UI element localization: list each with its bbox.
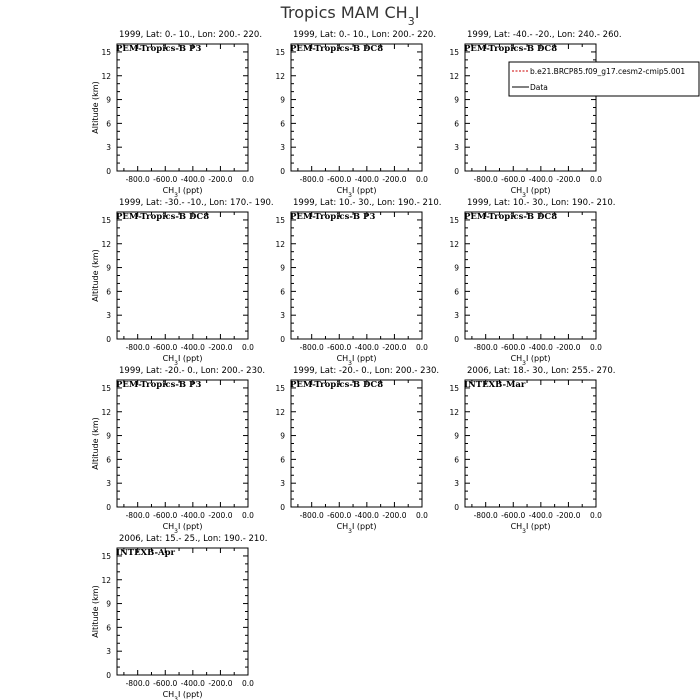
y-tick-label: 15	[101, 551, 111, 561]
y-tick-label: 6	[106, 455, 111, 465]
y-tick-label: 6	[454, 119, 459, 129]
panel-5	[275, 198, 441, 367]
y-tick-label: 12	[101, 575, 111, 585]
plot-frame	[117, 212, 248, 339]
y-tick-label: 15	[101, 383, 111, 393]
campaign-label: PEM-Tropics-B DC8	[464, 212, 558, 222]
x-tick-label: -800.0	[299, 175, 324, 184]
x-tick-label: -800.0	[125, 679, 150, 688]
y-tick-label: 6	[454, 455, 459, 465]
y-tick-label: 3	[454, 143, 459, 153]
panel-3	[449, 30, 699, 199]
legend-label: Data	[530, 83, 548, 92]
y-axis-label: Altitude (km)	[91, 417, 100, 470]
y-tick-label: 6	[106, 119, 111, 129]
panel-title: 1999, Lat: -20.- 0., Lon: 200.- 230.	[293, 366, 440, 376]
x-axis-label: $CH_3I$ (ppt)	[510, 354, 551, 367]
y-tick-label: 0	[454, 335, 459, 344]
x-tick-label: -800.0	[473, 511, 498, 520]
panel-6	[449, 198, 615, 367]
x-tick-label: 0.0	[242, 175, 254, 184]
x-tick-label: -400.0	[180, 679, 205, 688]
panel-1	[91, 30, 262, 199]
x-tick-label: -200.0	[382, 511, 407, 520]
x-axis-label: $CH_3I$ (ppt)	[336, 354, 377, 367]
x-axis-label: $CH_3I$ (ppt)	[162, 522, 203, 535]
campaign-label: PEM-Tropics-B DC8	[116, 212, 210, 222]
y-tick-label: 9	[454, 95, 459, 105]
panel-9	[449, 366, 615, 535]
y-tick-label: 12	[101, 71, 111, 81]
plot-frame	[117, 44, 248, 171]
x-tick-label: -200.0	[208, 343, 233, 352]
legend-label: b.e21.BRCP85.f09_g17.cesm2-cmip5.001	[530, 67, 686, 76]
x-tick-label: -600.0	[327, 175, 352, 184]
panel-title: 1999, Lat: -30.- -10., Lon: 170.- 190.	[119, 198, 274, 208]
y-tick-label: 15	[449, 383, 459, 393]
x-tick-label: -600.0	[153, 679, 178, 688]
y-tick-label: 6	[280, 119, 285, 129]
plot-frame	[291, 44, 422, 171]
campaign-label: PEM-Tropics-B DC8	[290, 44, 384, 54]
x-tick-label: -200.0	[382, 175, 407, 184]
y-tick-label: 12	[275, 239, 285, 249]
y-tick-label: 3	[454, 479, 459, 489]
x-tick-label: 0.0	[416, 511, 428, 520]
y-tick-label: 0	[106, 167, 111, 176]
panel-4	[91, 198, 274, 367]
y-tick-label: 9	[280, 431, 285, 441]
y-tick-label: 6	[454, 287, 459, 297]
x-tick-label: -400.0	[528, 511, 553, 520]
panel-8	[275, 366, 439, 535]
plot-frame	[465, 380, 596, 507]
x-tick-label: 0.0	[590, 175, 602, 184]
y-tick-label: 12	[449, 239, 459, 249]
plot-frame	[291, 212, 422, 339]
x-tick-label: -200.0	[556, 343, 581, 352]
x-tick-label: -600.0	[501, 511, 526, 520]
y-tick-label: 12	[101, 239, 111, 249]
campaign-label: PEM-Tropics-B P3	[290, 212, 376, 222]
y-tick-label: 9	[106, 263, 111, 273]
y-tick-label: 6	[106, 287, 111, 297]
x-tick-label: -200.0	[382, 343, 407, 352]
y-tick-label: 3	[106, 647, 111, 657]
x-tick-label: -600.0	[153, 343, 178, 352]
legend	[509, 62, 699, 96]
x-tick-label: -400.0	[528, 343, 553, 352]
panel-10	[91, 534, 267, 700]
panel-title: 2006, Lat: 15.- 25., Lon: 190.- 210.	[119, 534, 268, 544]
x-tick-label: -400.0	[528, 175, 553, 184]
x-tick-label: -800.0	[125, 175, 150, 184]
x-tick-label: 0.0	[416, 343, 428, 352]
y-tick-label: 12	[449, 71, 459, 81]
y-tick-label: 15	[275, 47, 285, 57]
y-tick-label: 0	[280, 335, 285, 344]
x-tick-label: 0.0	[242, 679, 254, 688]
y-tick-label: 3	[106, 479, 111, 489]
y-tick-label: 15	[275, 383, 285, 393]
x-tick-label: -600.0	[327, 511, 352, 520]
panel-title: 1999, Lat: 0.- 10., Lon: 200.- 220.	[293, 30, 437, 40]
x-tick-label: -600.0	[153, 511, 178, 520]
x-tick-label: -400.0	[180, 175, 205, 184]
y-tick-label: 6	[280, 287, 285, 297]
y-axis-label: Altitude (km)	[91, 81, 100, 134]
y-tick-label: 12	[275, 71, 285, 81]
y-tick-label: 15	[101, 215, 111, 225]
y-tick-label: 0	[280, 167, 285, 176]
figure-title: Tropics MAM $CH_3I$	[280, 3, 420, 28]
y-tick-label: 9	[106, 431, 111, 441]
x-tick-label: -600.0	[153, 175, 178, 184]
y-tick-label: 12	[449, 407, 459, 417]
panel-title: 1999, Lat: 10.- 30., Lon: 190.- 210.	[293, 198, 442, 208]
panel-7	[91, 366, 265, 535]
y-tick-label: 9	[280, 95, 285, 105]
campaign-label: PEM-Tropics-B P3	[116, 44, 202, 54]
x-tick-label: -800.0	[299, 343, 324, 352]
x-tick-label: 0.0	[242, 511, 254, 520]
x-tick-label: -200.0	[556, 175, 581, 184]
x-tick-label: -200.0	[208, 679, 233, 688]
y-axis-label: Altitude (km)	[91, 249, 100, 302]
campaign-label: PEM-Tropics-B P3	[116, 380, 202, 390]
x-tick-label: -600.0	[327, 343, 352, 352]
x-tick-label: -200.0	[556, 511, 581, 520]
panel-title: 1999, Lat: 10.- 30., Lon: 190.- 210.	[467, 198, 616, 208]
panel-grid	[91, 30, 699, 700]
panel-title: 2006, Lat: 18.- 30., Lon: 255.- 270.	[467, 366, 616, 376]
y-tick-label: 3	[280, 311, 285, 321]
panel-title: 1999, Lat: -20.- 0., Lon: 200.- 230.	[119, 366, 266, 376]
x-tick-label: 0.0	[416, 175, 428, 184]
x-tick-label: -200.0	[208, 511, 233, 520]
y-tick-label: 3	[454, 311, 459, 321]
y-tick-label: 9	[106, 95, 111, 105]
x-tick-label: -800.0	[125, 511, 150, 520]
x-tick-label: -600.0	[501, 343, 526, 352]
y-tick-label: 9	[280, 263, 285, 273]
y-tick-label: 12	[275, 407, 285, 417]
campaign-label: PEM-Tropics-B DC8	[464, 44, 558, 54]
x-tick-label: -600.0	[501, 175, 526, 184]
x-tick-label: -400.0	[354, 343, 379, 352]
y-axis-label: Altitude (km)	[91, 585, 100, 638]
x-tick-label: -800.0	[125, 343, 150, 352]
y-tick-label: 15	[101, 47, 111, 57]
y-tick-label: 0	[106, 335, 111, 344]
y-tick-label: 0	[454, 167, 459, 176]
x-axis-label: $CH_3I$ (ppt)	[336, 522, 377, 535]
plot-frame	[465, 212, 596, 339]
x-axis-label: $CH_3I$ (ppt)	[162, 354, 203, 367]
y-tick-label: 9	[454, 431, 459, 441]
y-tick-label: 9	[454, 263, 459, 273]
y-tick-label: 6	[106, 623, 111, 633]
y-tick-label: 3	[106, 143, 111, 153]
x-tick-label: -200.0	[208, 175, 233, 184]
panel-title: 1999, Lat: -40.- -20., Lon: 240.- 260.	[467, 30, 622, 40]
x-axis-label: $CH_3I$ (ppt)	[510, 186, 551, 199]
y-tick-label: 3	[106, 311, 111, 321]
x-tick-label: -800.0	[299, 511, 324, 520]
y-tick-label: 6	[280, 455, 285, 465]
campaign-label: PEM-Tropics-B DC8	[290, 380, 384, 390]
x-tick-label: -800.0	[473, 175, 498, 184]
x-axis-label: $CH_3I$ (ppt)	[510, 522, 551, 535]
y-tick-label: 0	[106, 503, 111, 512]
y-tick-label: 12	[101, 407, 111, 417]
x-axis-label: $CH_3I$ (ppt)	[336, 186, 377, 199]
y-tick-label: 15	[449, 215, 459, 225]
y-tick-label: 3	[280, 143, 285, 153]
panel-2	[275, 30, 436, 199]
y-tick-label: 0	[454, 503, 459, 512]
plot-frame	[117, 380, 248, 507]
y-tick-label: 9	[106, 599, 111, 609]
x-tick-label: 0.0	[590, 511, 602, 520]
panel-title: 1999, Lat: 0.- 10., Lon: 200.- 220.	[119, 30, 263, 40]
x-tick-label: -400.0	[180, 511, 205, 520]
x-axis-label: $CH_3I$ (ppt)	[162, 186, 203, 199]
x-tick-label: -400.0	[354, 511, 379, 520]
campaign-label: INTEXB-Mar	[464, 380, 526, 390]
x-tick-label: -800.0	[473, 343, 498, 352]
y-tick-label: 15	[275, 215, 285, 225]
campaign-label: INTEXB-Apr	[116, 548, 176, 558]
plot-frame	[291, 380, 422, 507]
y-tick-label: 3	[280, 479, 285, 489]
y-tick-label: 15	[449, 47, 459, 57]
x-tick-label: 0.0	[590, 343, 602, 352]
y-tick-label: 0	[106, 671, 111, 680]
plot-frame	[117, 548, 248, 675]
x-tick-label: -400.0	[180, 343, 205, 352]
x-tick-label: -400.0	[354, 175, 379, 184]
x-axis-label: $CH_3I$ (ppt)	[162, 690, 203, 700]
x-tick-label: 0.0	[242, 343, 254, 352]
y-tick-label: 0	[280, 503, 285, 512]
